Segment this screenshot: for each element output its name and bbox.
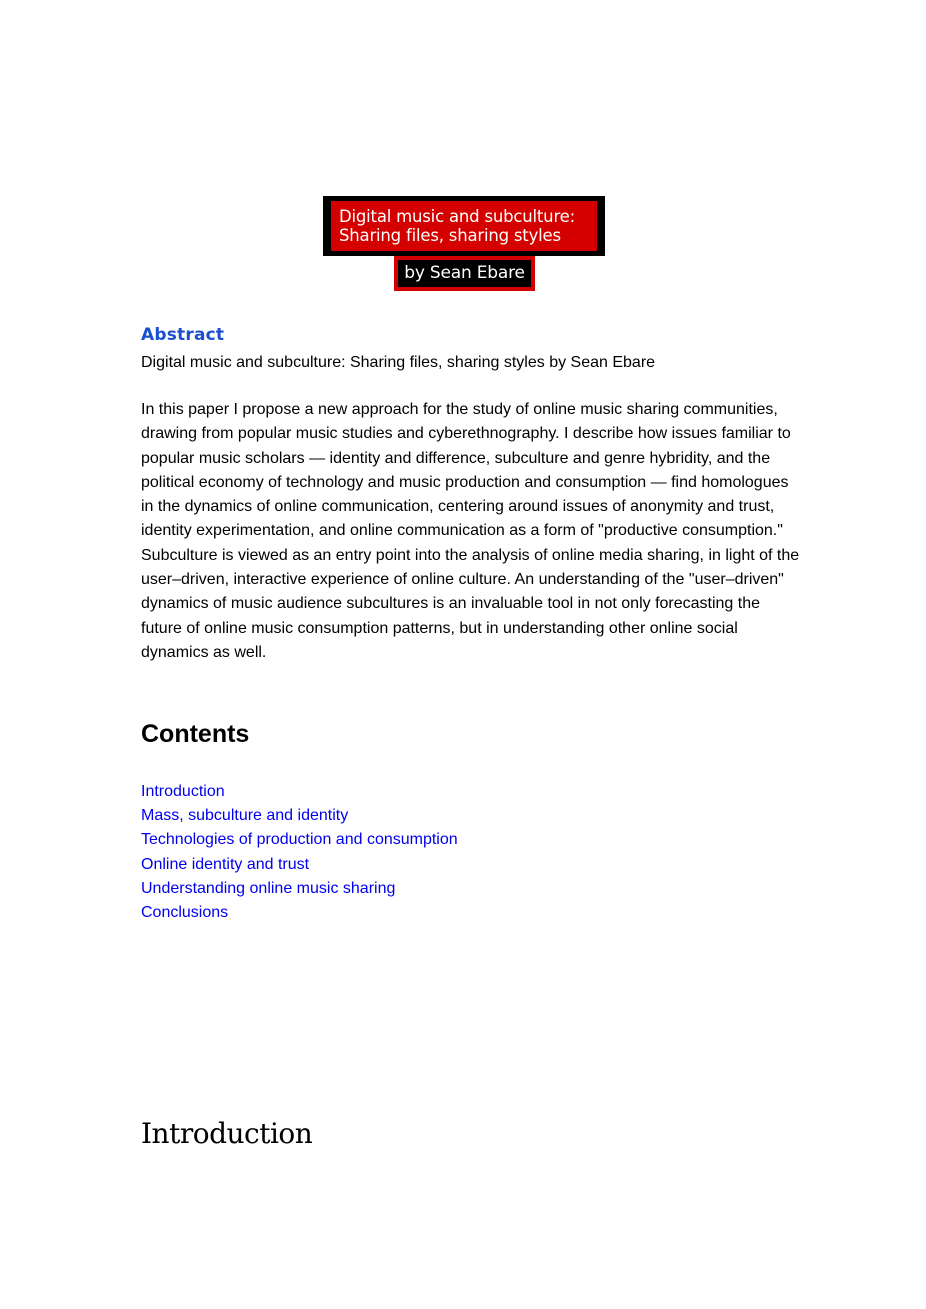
banner-title-line-1: Digital music and subculture: — [339, 207, 575, 226]
toc-item-understanding-sharing — [141, 877, 458, 901]
abstract-heading: Abstract — [141, 325, 225, 345]
title-banner-inner — [331, 201, 597, 251]
table-of-contents — [141, 780, 458, 925]
author-byline-banner — [394, 256, 535, 291]
toc-link-mass-subculture-identity[interactable]: Mass, subculture and identity — [141, 807, 349, 825]
banner-title-line-2: Sharing files, sharing styles — [339, 226, 561, 245]
toc-item-mass-subculture-identity — [141, 804, 458, 828]
toc-link-understanding-sharing[interactable]: Understanding online music sharing — [141, 879, 396, 897]
toc-link-technologies[interactable]: Technologies of production and consumption — [141, 831, 458, 849]
toc-item-conclusions — [141, 901, 458, 925]
introduction-heading: Introduction — [141, 1117, 313, 1150]
abstract-body: In this paper I propose a new approach for the study of online music sharing communities, drawing from popular music studies and cyberethnography. I describe how issues familiar to popular music scholars — identity and difference, subculture and genre hybridity, and the political economy of technology and music production and consumption — find homologues in the dynamics of online communication, centering around issues of anonymity and trust, identity experimentation, and online communication as a form of "productive consumption." Subculture is viewed as an entry point into the analysis of online media sharing, in light of the user–driven, interactive experience of online culture. An understanding of the "user–driven" dynamics of music audience subcultures is an invaluable tool in not only forecasting the future of online music consumption patterns, but in understanding other online social dynamics as well. — [141, 401, 800, 661]
title-banner — [323, 196, 605, 256]
author-byline: by Sean Ebare — [398, 260, 531, 287]
toc-item-technologies — [141, 828, 458, 852]
contents-heading: Contents — [141, 720, 250, 748]
abstract-subtitle: Digital music and subculture: Sharing files, sharing styles by Sean Ebare — [141, 354, 656, 371]
toc-link-online-identity-trust[interactable]: Online identity and trust — [141, 855, 310, 873]
toc-item-online-identity-trust — [141, 853, 458, 877]
toc-link-introduction[interactable]: Introduction — [141, 783, 225, 800]
toc-link-conclusions[interactable]: Conclusions — [141, 904, 229, 922]
toc-item-introduction — [141, 780, 458, 804]
